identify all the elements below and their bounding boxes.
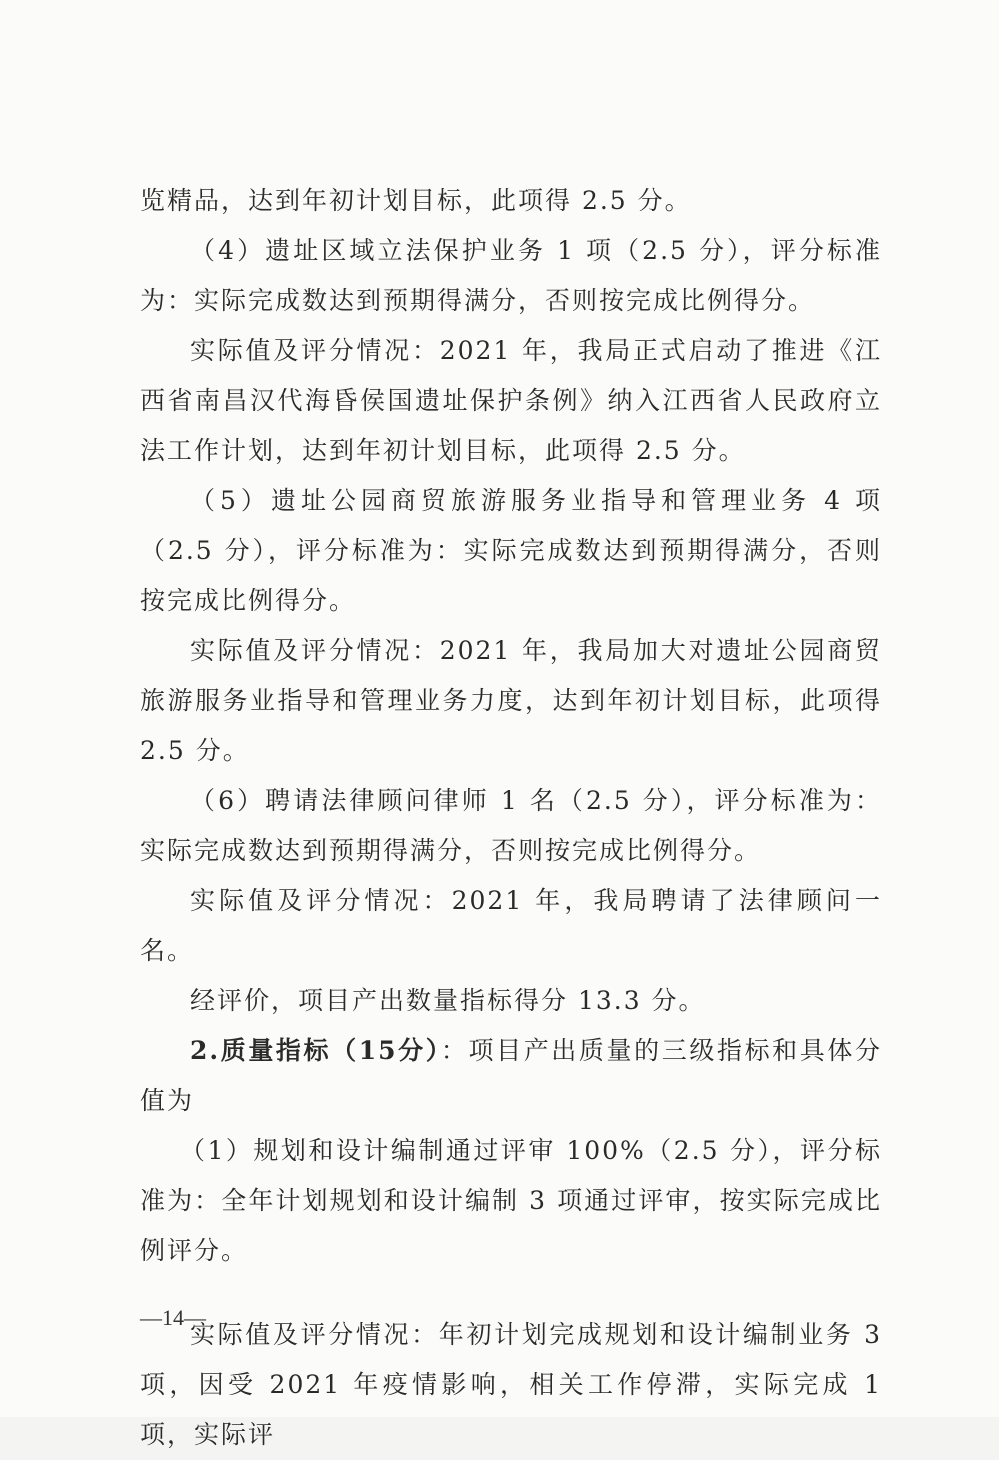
page-number: —14— bbox=[140, 1305, 206, 1330]
paragraph-5: 实际值及评分情况：2021 年，我局加大对遗址公园商贸旅游服务业指导和管理业务力度，达到年初计划目标，此项得 2.5 分。 bbox=[140, 636, 882, 765]
paragraph-9-quality-indicator bbox=[140, 1026, 882, 1126]
paragraph-gap bbox=[140, 1276, 882, 1310]
quality-indicator-rest: ：项目产出质量的三级指标和具体分值为 bbox=[140, 1036, 882, 1115]
paragraph-7: 实际值及评分情况：2021 年，我局聘请了法律顾问一名。 bbox=[140, 886, 882, 965]
paragraph-8: 经评价，项目产出数量指标得分 13.3 分。 bbox=[190, 986, 706, 1015]
paragraph-10: （1）规划和设计编制通过评审 100%（2.5 分），评分标准为：全年计划规划和设计编制 3 项通过评审，按实际完成比例评分。 bbox=[140, 1136, 882, 1265]
paragraph-3: 实际值及评分情况：2021 年，我局正式启动了推进《江西省南昌汉代海昏侯国遗址保护条例》纳入江西省人民政府立法工作计划，达到年初计划目标，此项得 2.5 分。 bbox=[140, 336, 882, 465]
paragraph-1: 览精品，达到年初计划目标，此项得 2.5 分。 bbox=[140, 186, 692, 215]
paragraph-2: （4）遗址区域立法保护业务 1 项（2.5 分），评分标准为：实际完成数达到预期得满分，否则按完成比例得分。 bbox=[140, 236, 882, 315]
paragraph-11: 实际值及评分情况：年初计划完成规划和设计编制业务 3 项，因受 2021 年疫情影响，相关工作停滞，实际完成 1 项，实际评 bbox=[140, 1320, 882, 1449]
body-text bbox=[140, 176, 882, 1460]
quality-indicator-heading: 2.质量指标（15分） bbox=[190, 1036, 441, 1065]
paragraph-6: （6）聘请法律顾问律师 1 名（2.5 分），评分标准为：实际完成数达到预期得满分，否则按完成比例得分。 bbox=[140, 786, 882, 865]
paragraph-4: （5）遗址公园商贸旅游服务业指导和管理业务 4 项（2.5 分），评分标准为：实际完成数达到预期得满分，否则按完成比例得分。 bbox=[140, 486, 882, 615]
